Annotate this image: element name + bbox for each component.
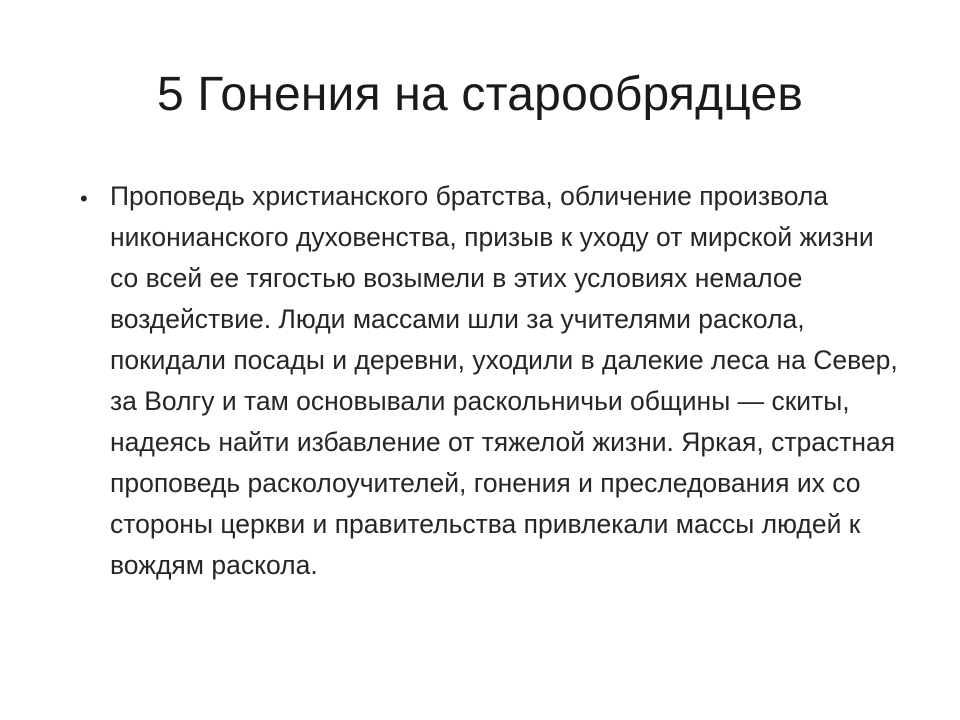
slide-title: 5 Гонения на старообрядцев xyxy=(156,68,804,121)
slide-content xyxy=(78,176,908,586)
bullet-item xyxy=(78,176,908,586)
bullet-dot-icon: • xyxy=(80,186,88,211)
bullet-text: Проповедь христианского братства, обличение произвола никонианского духовенства, призыв к уходу от мирской жизни со всей ее тягостью возымели в этих условиях немалое воздействие. Люди массами шли за учителями раскола, покидали посады и деревни, уходили в далекие леса на Север, за Волгу и там основывали раскольничьи общины — скиты, надеясь найти избавление от тяжелой жизни. Яркая, страстная проповедь расколоучителей, гонения и преследования их со стороны церкви и правительства привлекали массы людей к вождям раскола. xyxy=(110,181,898,580)
